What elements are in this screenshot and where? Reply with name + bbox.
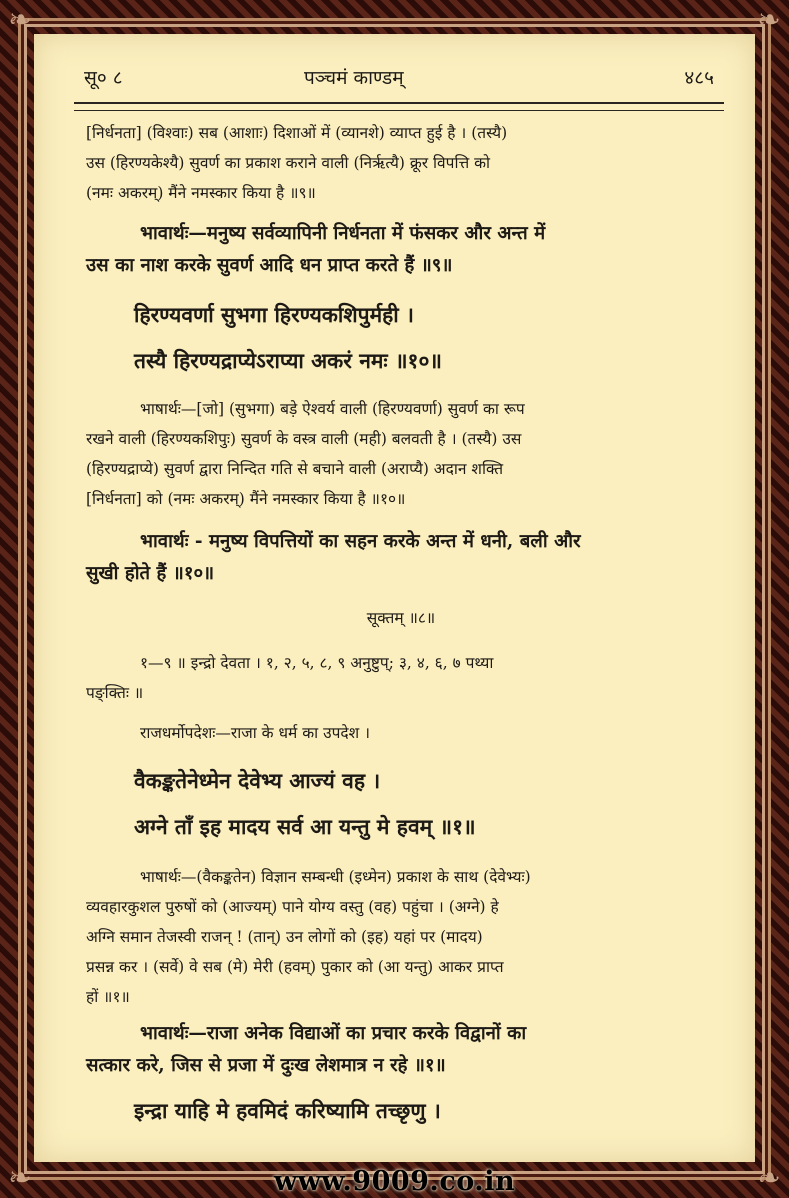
text-line: भावार्थः—मनुष्य सर्वव्यापिनी निर्धनता में फंसकर और अन्त में bbox=[140, 223, 546, 244]
mantra-line: तस्यै हिरण्यद्राप्येऽराप्या अकरं नमः ॥१०॥ bbox=[134, 348, 442, 373]
text-line: (हिरण्यद्राप्ये) सुवर्ण द्वारा निन्दित गति से बचाने वाली (अराप्यै) अदान शक्ति bbox=[86, 460, 504, 478]
text-line: उस (हिरण्यकेश्यै) सुवर्ण का प्रकाश कराने वाली (निर्ऋत्यै) क्रूर विपत्ति को bbox=[86, 154, 491, 172]
page-number: ४८५ bbox=[684, 67, 714, 89]
footer-url: www.9009.co.in bbox=[273, 1166, 516, 1197]
sukta-title: सूक्तम् ॥८॥ bbox=[366, 609, 436, 627]
mantra-line: हिरण्यवर्णा सुभगा हिरण्यकशिपुर्मही । bbox=[134, 302, 415, 327]
book-page bbox=[34, 34, 755, 1162]
page-header bbox=[74, 64, 714, 104]
bhavartha-10 bbox=[86, 526, 716, 590]
text-line: व्यवहारकुशल पुरुषों को (आज्यम्) पाने योग्य वस्तु (वह) पहुंचा । (अग्ने) हे bbox=[86, 898, 499, 916]
translation-para-1 bbox=[86, 862, 716, 1012]
corner-ornament-icon: ❧ bbox=[757, 1161, 781, 1194]
text-line: १—९ ॥ इन्द्रो देवता । १, २, ५, ८, ९ अनुष्टुप्; ३, ४, ६, ७ पथ्या bbox=[140, 654, 494, 672]
text-line: सुखी होते हैं ॥१०॥ bbox=[86, 563, 215, 584]
bhavartha-9 bbox=[86, 218, 716, 282]
mantra-line: इन्द्रा याहि मे हवमिदं करिष्यामि तच्छृणु । bbox=[134, 1098, 441, 1123]
text-line: सत्कार करे, जिस से प्रजा में दुःख लेशमात्र न रहे ॥१॥ bbox=[86, 1055, 446, 1076]
text-line: भाषार्थः—(वैकङ्कतेन) विज्ञान सम्बन्धी (इध्मेन) प्रकाश के साथ (देवेभ्यः) bbox=[140, 868, 531, 886]
mantra-line: अग्ने ताँ इह मादय सर्व आ यन्तु मे हवम् ॥१॥ bbox=[134, 814, 476, 839]
text-line: हों ॥१॥ bbox=[86, 988, 130, 1006]
text-line: भावार्थः - मनुष्य विपत्तियों का सहन करके अन्त में धनी, बली और bbox=[140, 531, 581, 552]
website-watermark bbox=[0, 1166, 789, 1198]
text-line: राजधर्मोपदेशः—राजा के धर्म का उपदेश । bbox=[140, 724, 370, 742]
text-line: भाषार्थः—[जो] (सुभगा) बड़े ऐश्वर्य वाली (हिरण्यवर्णा) सुवर्ण का रूप bbox=[140, 400, 525, 418]
corner-ornament-icon: ❧ bbox=[757, 3, 781, 36]
text-line: [निर्धनता] (विश्वाः) सब (आशाः) दिशाओं में (व्यानशे) व्याप्त हुई है । (तस्यै) bbox=[86, 124, 508, 142]
mantra-line: वैकङ्कतेनेध्मेन देवेभ्य आज्यं वह । bbox=[134, 768, 381, 793]
text-line: (नमः अकरम्) मैंने नमस्कार किया है ॥९॥ bbox=[86, 184, 316, 202]
text-line: रखने वाली (हिरण्यकशिपुः) सुवर्ण के वस्त्र वाली (मही) बलवती है । (तस्यै) उस bbox=[86, 430, 522, 448]
kanda-title: पञ्चमं काण्डम् bbox=[304, 67, 404, 89]
rajadharma-upadesha bbox=[86, 718, 716, 748]
mantra-2 bbox=[86, 1088, 764, 1134]
text-line: प्रसन्न कर । (सर्वे) वे सब (मे) मेरी (हवम्) पुकार को (आ यन्तु) आकर प्राप्त bbox=[86, 958, 504, 976]
corner-ornament-icon: ❧ bbox=[8, 1161, 32, 1194]
translation-para-9 bbox=[86, 118, 716, 208]
translation-para-10 bbox=[86, 394, 716, 514]
text-line: अग्नि समान तेजस्वी राजन् ! (तान्) उन लोगों को (इह) यहां पर (मादय) bbox=[86, 928, 483, 946]
sukta-meta bbox=[86, 648, 716, 708]
header-rule bbox=[74, 102, 724, 111]
sukta-number: सू० ८ bbox=[84, 67, 123, 89]
text-line: पङ्क्तिः ॥ bbox=[86, 684, 144, 702]
text-line: भावार्थः—राजा अनेक विद्याओं का प्रचार करके विद्वानों का bbox=[140, 1023, 527, 1044]
mantra-10 bbox=[86, 292, 764, 384]
mantra-1 bbox=[86, 758, 764, 850]
text-line: उस का नाश करके सुवर्ण आदि धन प्राप्त करते हैं ॥९॥ bbox=[86, 255, 453, 276]
bhavartha-1 bbox=[86, 1018, 716, 1082]
text-line: [निर्धनता] को (नमः अकरम्) मैंने नमस्कार किया है ॥१०॥ bbox=[86, 490, 406, 508]
corner-ornament-icon: ❧ bbox=[8, 3, 32, 36]
